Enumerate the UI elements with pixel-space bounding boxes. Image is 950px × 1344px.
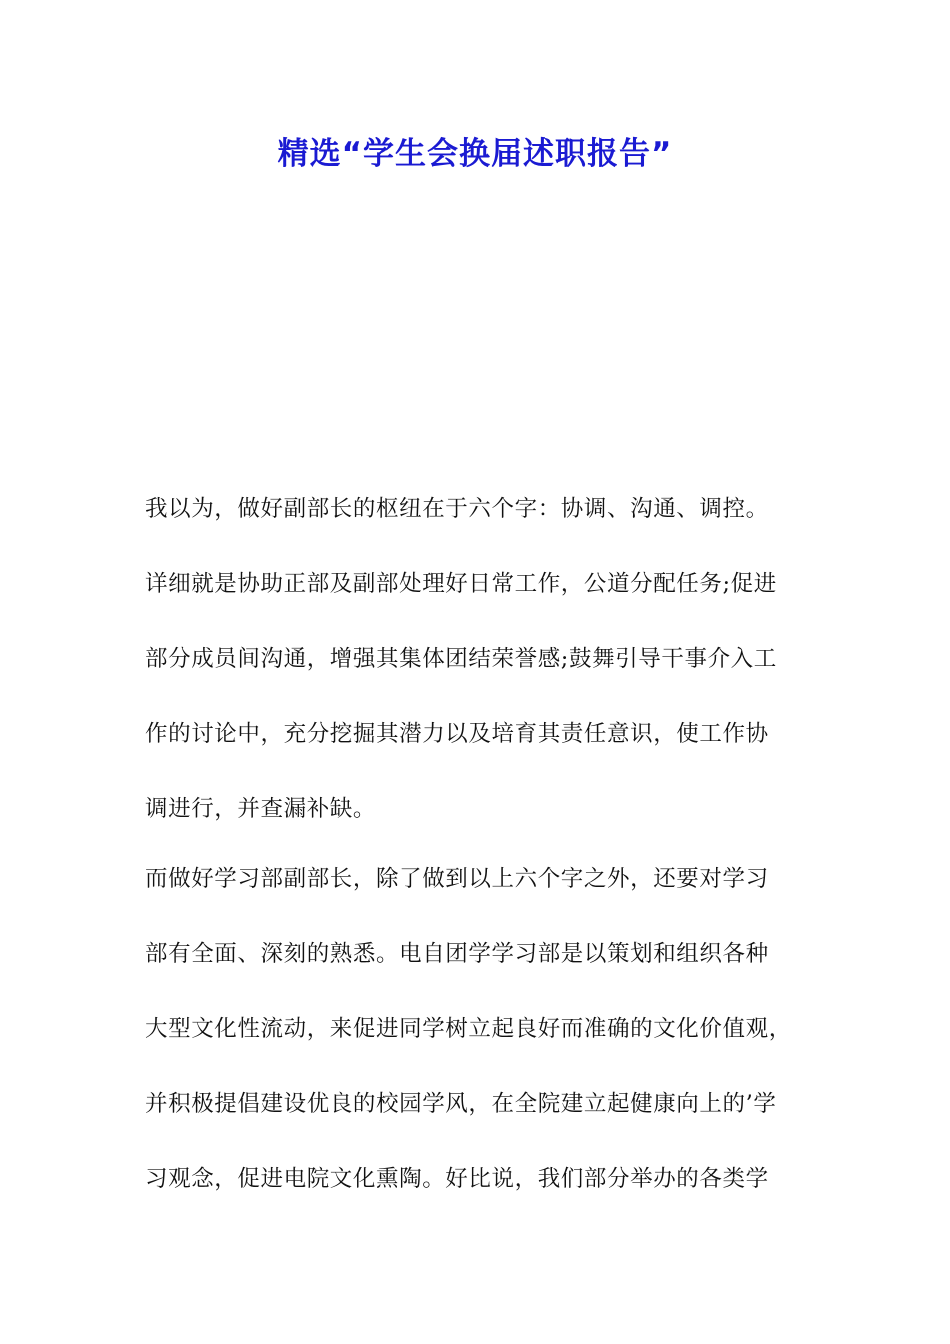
body-line: 调进行，并查漏补缺。 [145, 796, 377, 822]
body-line: 详细就是协助正部及副部处理好日常工作，公道分配任务;促进 [145, 571, 777, 597]
document-title: 精选“学生会换届述职报告” [277, 136, 673, 172]
body-line: 作的讨论中，充分挖掘其潜力以及培育其责任意识，使工作协 [145, 721, 769, 747]
body-line: 而做好学习部副部长，除了做到以上六个字之外，还要对学习 [145, 866, 769, 892]
body-line: 并积极提倡建设优良的校园学风，在全院建立起健康向上的’学 [145, 1091, 777, 1117]
body-line: 部有全面、深刻的熟悉。电自团学学习部是以策划和组织各种 [145, 941, 769, 967]
body-line: 习观念，促进电院文化熏陶。好比说，我们部分举办的各类学 [145, 1166, 769, 1192]
body-line: 部分成员间沟通，增强其集体团结荣誉感;鼓舞引导干事介入工 [145, 646, 777, 672]
body-line: 大型文化性流动，来促进同学树立起良好而准确的文化价值观， [145, 1016, 792, 1042]
document-body [145, 488, 845, 1233]
body-line: 我以为，做好副部长的枢纽在于六个字：协调、沟通、调控。 [145, 496, 769, 522]
